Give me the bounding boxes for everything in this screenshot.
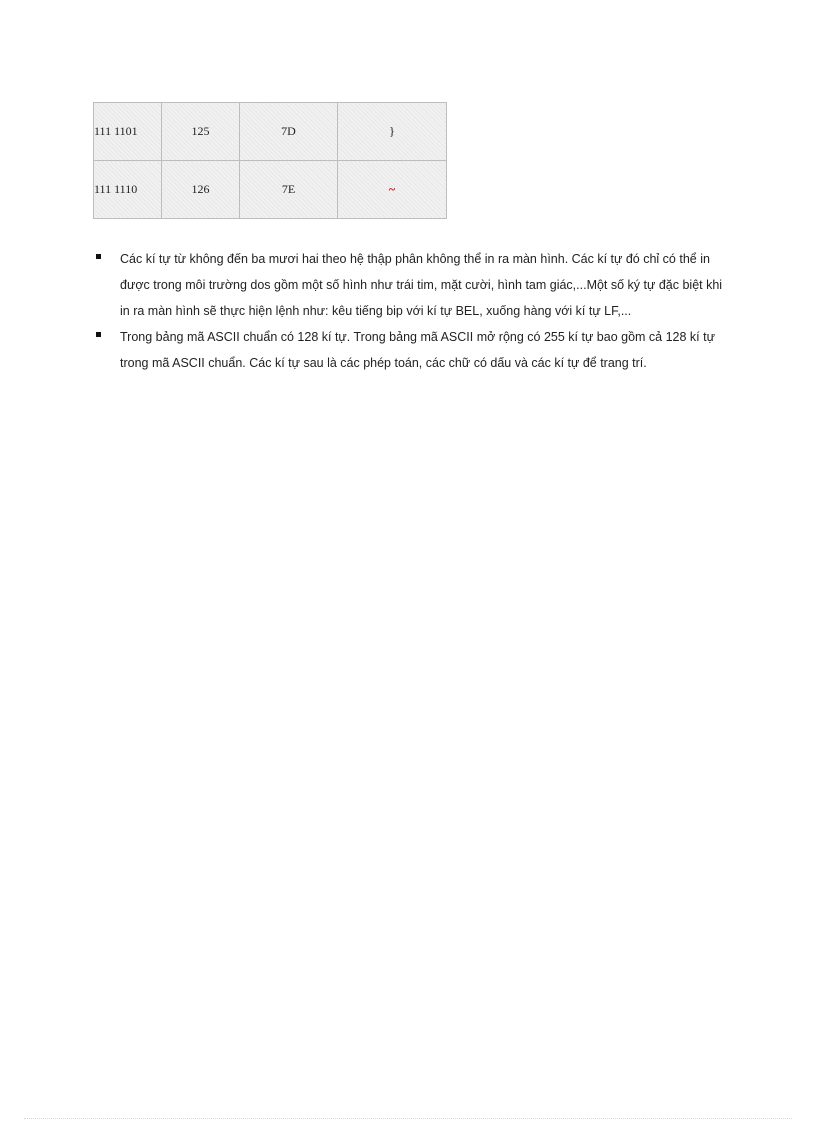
- binary-cell: 111 1101: [94, 103, 162, 161]
- table-row: [94, 161, 447, 219]
- list-item: [94, 324, 724, 376]
- ascii-table: [93, 102, 447, 219]
- page-footer-divider: [24, 1118, 792, 1119]
- note-text: Trong bảng mã ASCII chuẩn có 128 kí tự. Trong bảng mã ASCII mở rộng có 255 kí tự bao gồm cả 128 kí tự trong mã ASCII chuẩn. Các kí tự sau là các phép toán, các chữ có dấu và các kí tự để trang trí.: [120, 330, 715, 370]
- decimal-cell: 125: [162, 103, 240, 161]
- notes-list: [94, 246, 724, 376]
- hex-cell: 7E: [240, 161, 338, 219]
- binary-cell: 111 1110: [94, 161, 162, 219]
- char-cell: }: [338, 103, 447, 161]
- decimal-cell: 126: [162, 161, 240, 219]
- table-row: [94, 103, 447, 161]
- tilde-char: ~: [388, 182, 396, 196]
- note-text: Các kí tự từ không đến ba mươi hai theo hệ thập phân không thể in ra màn hình. Các kí tự đó chỉ có thể in được trong môi trường dos gồm một số hình như trái tim, mặt cười, hình tam giác,...Một số ký tự đặc biệt khi in ra màn hình sẽ thực hiện lệnh như: kêu tiếng bip với kí tự BEL, xuống hàng với kí tự LF,...: [120, 252, 723, 318]
- char-cell: [338, 161, 447, 219]
- square-bullet-icon: [96, 254, 101, 259]
- hex-cell: 7D: [240, 103, 338, 161]
- list-item: [94, 246, 724, 324]
- square-bullet-icon: [96, 332, 101, 337]
